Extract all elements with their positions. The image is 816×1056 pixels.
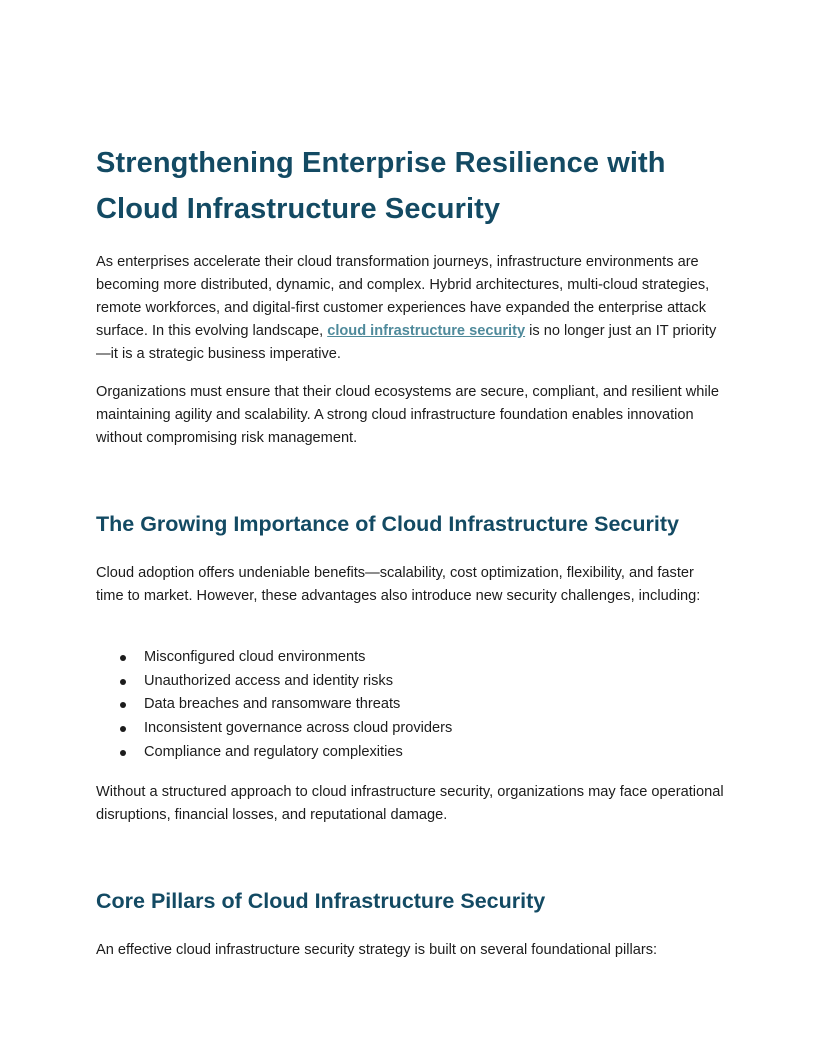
section-core-pillars-paragraph: An effective cloud infrastructure security strategy is built on several foundational pillars: (96, 942, 658, 958)
bullet-icon (120, 655, 126, 661)
challenges-list (96, 646, 724, 765)
bullet-icon (120, 679, 126, 685)
intro-text-after-link: is no longer just an IT priority—it is a strategic business imperative. (96, 323, 717, 362)
list-item-text: Inconsistent governance across cloud providers (144, 720, 453, 737)
section-importance-closing: Without a structured approach to cloud infrastructure security, organizations may face operational disruptions, financial losses, and reputational damage. (96, 784, 724, 823)
section-heading-importance: The Growing Importance of Cloud Infrastructure Security (96, 512, 679, 536)
list-item (96, 670, 724, 694)
section-heading-core-pillars: Core Pillars of Cloud Infrastructure Security (96, 889, 546, 913)
list-item (96, 693, 724, 717)
intro-text-before-link: As enterprises accelerate their cloud transformation journeys, infrastructure environments are becoming more distributed, dynamic, and complex. Hybrid architectures, multi-cloud strategies, remote workforces, and digital-first customer experiences have expanded the enterprise attack surface. In this evolving landscape, (96, 254, 710, 339)
list-item (96, 741, 724, 765)
intro-paragraph (96, 251, 724, 366)
bullet-icon (120, 750, 126, 756)
bullet-icon (120, 726, 126, 732)
page-title: Strengthening Enterprise Resilience with Cloud Infrastructure Security (96, 147, 666, 225)
list-item-text: Compliance and regulatory complexities (144, 743, 403, 760)
list-item (96, 717, 724, 741)
intro-paragraph-2: Organizations must ensure that their cloud ecosystems are secure, compliant, and resilient while maintaining agility and scalability. A strong cloud infrastructure foundation enables innovation without compromising risk management. (96, 384, 719, 446)
list-item-text: Unauthorized access and identity risks (144, 672, 394, 689)
bullet-icon (120, 702, 126, 708)
list-item-text: Misconfigured cloud environments (144, 649, 366, 665)
list-item (96, 646, 724, 670)
section-importance-paragraph: Cloud adoption offers undeniable benefits—scalability, cost optimization, flexibility, and faster time to market. However, these advantages also introduce new security challenges, including: (96, 565, 701, 604)
cloud-infrastructure-security-link[interactable]: cloud infrastructure security (327, 323, 526, 339)
list-item-text: Data breaches and ransomware threats (144, 696, 401, 713)
